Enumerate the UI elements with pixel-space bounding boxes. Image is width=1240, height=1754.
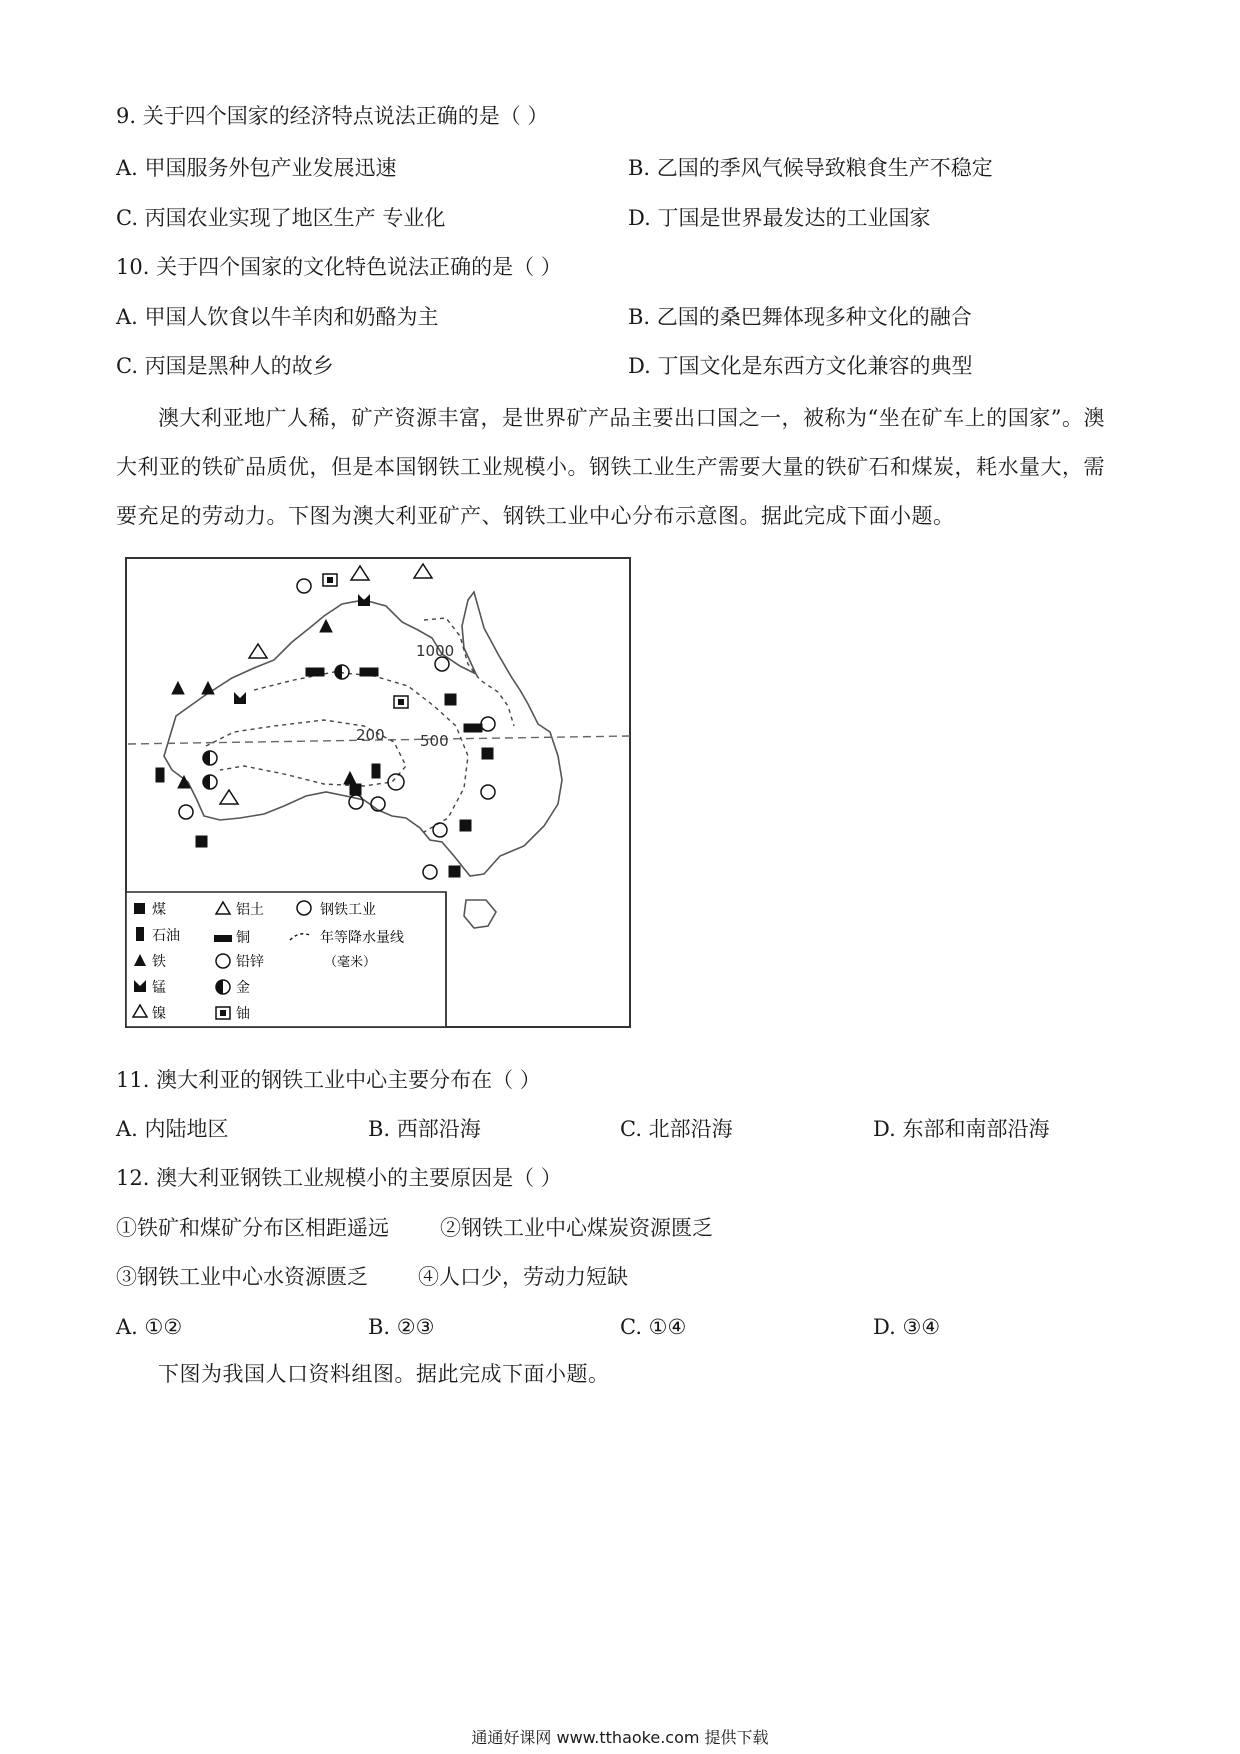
q12-option-d: D. ③④ (873, 1315, 941, 1339)
uranium-fill (327, 577, 333, 583)
q12-statement-2: ②钢铁工业中心煤炭资源匮乏 (440, 1216, 713, 1240)
q11-option-d: D. 东部和南部沿海 (873, 1117, 1050, 1141)
q10-option-b: B. 乙国的桑巴舞体现多种文化的融合 (628, 305, 972, 329)
copper-icon (360, 668, 378, 676)
q10-option-c: C. 丙国是黑种人的故乡 (116, 354, 334, 378)
q11-option-c: C. 北部沿海 (620, 1117, 733, 1141)
legend-unit-label: （毫米） (324, 955, 377, 970)
q9-option-d: D. 丁国是世界最发达的工业国家 (628, 206, 931, 230)
coal-icon (445, 694, 456, 705)
legend-bauxite-label: 铝土 (236, 902, 264, 918)
q9-option-b: B. 乙国的季风气候导致粮食生产不稳定 (628, 156, 993, 180)
copper-icon (464, 724, 482, 732)
legend-manganese-label: 锰 (152, 980, 166, 996)
map-legend (126, 892, 446, 1027)
australia-mineral-map (124, 556, 634, 1031)
q11-option-a: A. 内陆地区 (116, 1117, 229, 1141)
q11-stem: 11. 澳大利亚的钢铁工业中心主要分布在（ ） (116, 1068, 541, 1092)
legend-oil-icon (136, 927, 144, 941)
oil-icon (156, 768, 164, 782)
legend-nickel-label: 镍 (152, 1006, 166, 1022)
q12-option-b: B. ②③ (368, 1315, 435, 1339)
q12-stem: 12. 澳大利亚钢铁工业规模小的主要原因是（ ） (116, 1166, 562, 1190)
coal-icon (482, 748, 493, 759)
q9-stem: 9. 关于四个国家的经济特点说法正确的是（ ） (116, 104, 549, 128)
q10-stem: 10. 关于四个国家的文化特色说法正确的是（ ） (116, 255, 562, 279)
coal-icon (196, 836, 207, 847)
isohyet-label-1000: 1000 (416, 642, 455, 660)
q12-option-a: A. ①② (116, 1315, 183, 1339)
q10-option-d: D. 丁国文化是东西方文化兼容的典型 (628, 354, 973, 378)
legend-coal-label: 煤 (152, 902, 166, 918)
legend-isohyet-label: 年等降水量线 (320, 930, 404, 946)
q9-option-a: A. 甲国服务外包产业发展迅速 (116, 156, 397, 180)
australia-intro-paragraph: 澳大利亚地广人稀，矿产资源丰富，是世界矿产品主要出口国之一，被称为“坐在矿车上的国家”。澳大利亚的铁矿品质优，但是本国钢铁工业规模小。钢铁工业生产需要大量的铁矿石和煤炭，耗水量大，需要充足的劳动力。下图为澳大利亚矿产、钢铁工业中心分布示意图。据此完成下面小题。 (116, 406, 1105, 528)
legend-gold-label: 金 (236, 980, 250, 996)
q9-option-c: C. 丙国农业实现了地区生产 专业化 (116, 206, 446, 230)
legend-iron-label: 铁 (152, 954, 166, 970)
q12-statement-1: ①铁矿和煤矿分布区相距遥远 (116, 1216, 389, 1240)
isohyet-label-500: 500 (420, 732, 449, 750)
population-intro: 下图为我国人口资料组图。据此完成下面小题。 (158, 1362, 610, 1386)
coal-icon (460, 820, 471, 831)
legend-steel-label: 钢铁工业 (320, 902, 376, 918)
q12-statement-4: ④人口少，劳动力短缺 (418, 1265, 628, 1289)
legend-leadzinc-label: 铅锌 (236, 954, 264, 970)
legend-copper-icon (214, 935, 232, 942)
q12-statement-3: ③钢铁工业中心水资源匮乏 (116, 1265, 368, 1289)
q10-option-a: A. 甲国人饮食以牛羊肉和奶酪为主 (116, 305, 439, 329)
isohyet-label-200: 200 (356, 726, 385, 744)
legend-uranium-label: 铀 (236, 1006, 250, 1022)
legend-copper-label: 铜 (236, 930, 250, 946)
q11-option-b: B. 西部沿海 (368, 1117, 481, 1141)
coal-icon (350, 784, 361, 795)
uranium-fill (398, 699, 404, 705)
coal-icon (449, 866, 460, 877)
oil-icon (372, 764, 380, 778)
q12-option-c: C. ①④ (620, 1315, 687, 1339)
copper-icon (306, 668, 324, 676)
legend-coal-icon (134, 903, 145, 914)
legend-oil-label: 石油 (152, 928, 180, 944)
page-footer: 通通好课网 www.tthaoke.com 提供下载 (471, 1728, 769, 1747)
